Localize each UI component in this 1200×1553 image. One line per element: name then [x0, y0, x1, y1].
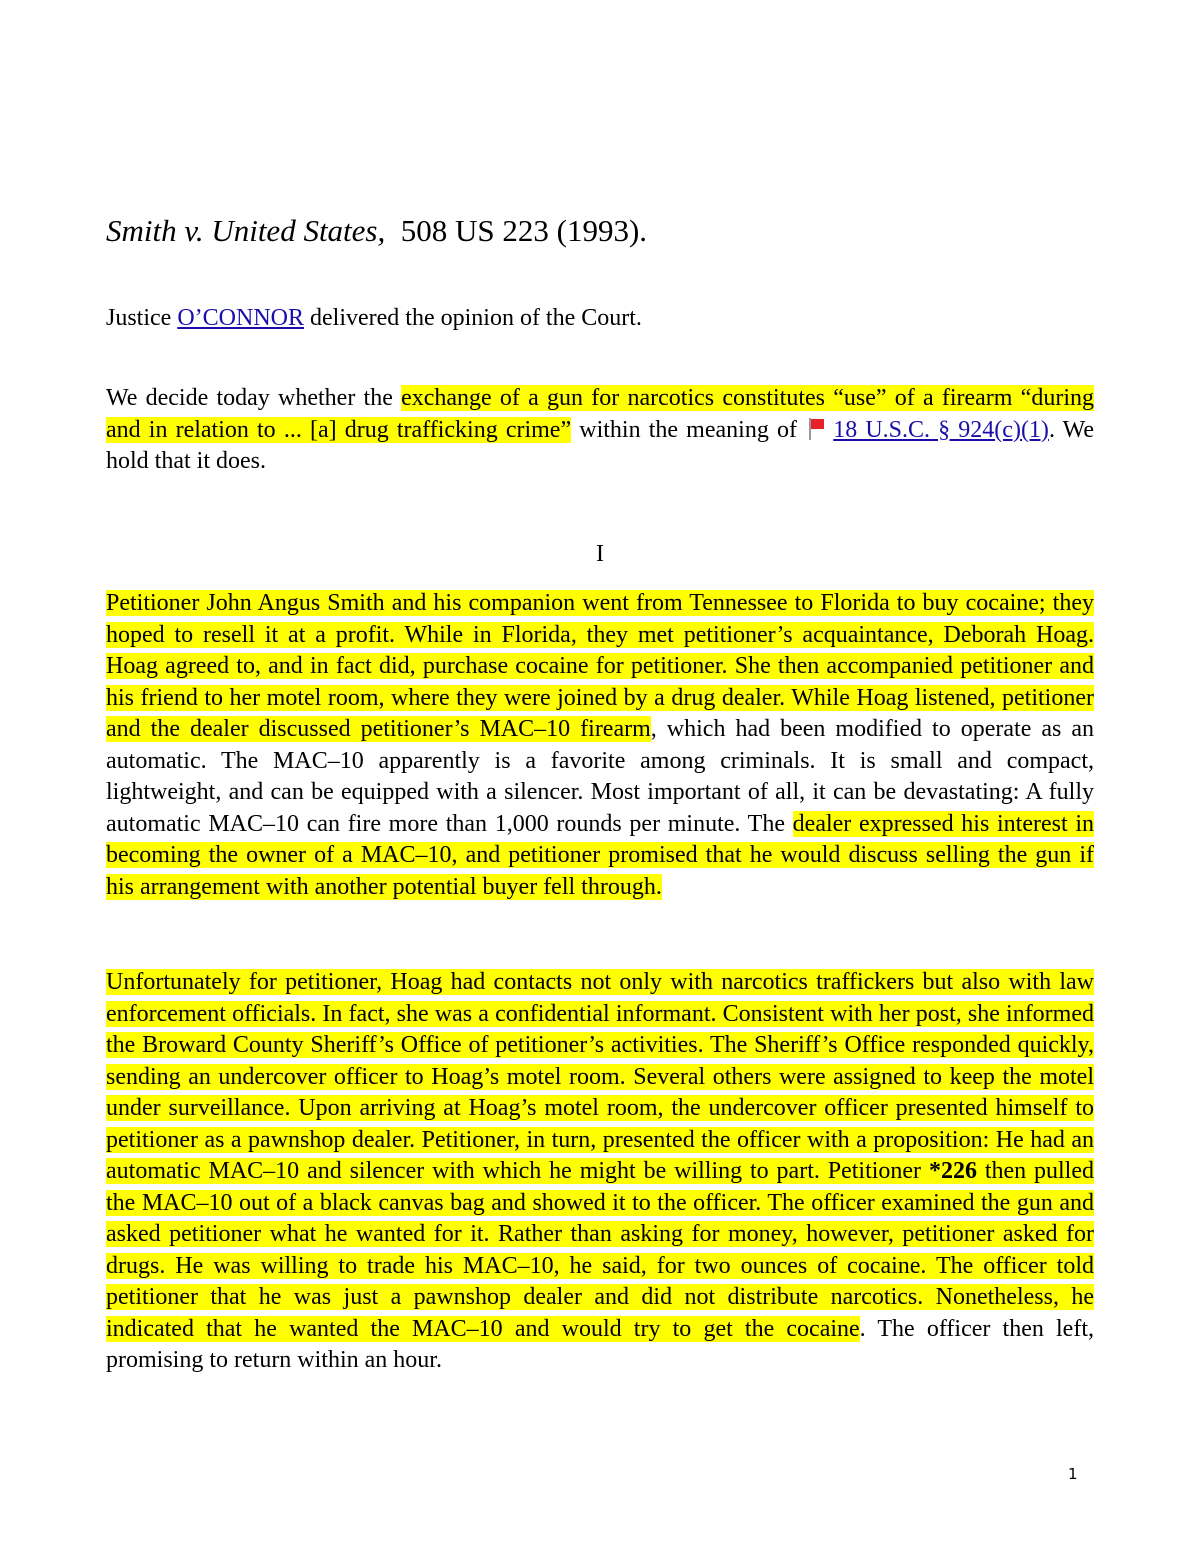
page-number: 1	[1068, 1465, 1078, 1483]
case-name: Smith v. United States,	[106, 213, 386, 248]
justice-link[interactable]: O’CONNOR	[177, 305, 304, 331]
opinion-intro	[106, 301, 642, 335]
p1-text-d: . We hold that it does.	[106, 416, 1095, 474]
p3-highlight-b: then pulled the MAC–10 out of a black canvas bag and showed it to the officer. The officer examined the gun and asked petitioner what he wanted for it. Rather than asking for money, however, petitioner asked for drugs. He was willing to trade his MAC–10, he said, for two ounces of cocaine. The officer told petitioner that he was just a pawnshop dealer and did not distribute narcotics. Nonetheless, he indicated that he wanted the MAC–10 and would try to get the cocaine	[106, 1158, 1095, 1342]
p2-highlight-a: Petitioner John Angus Smith and his companion went from Tennessee to Florida to buy cocaine; they hoped to resell it at a profit. While in Florida, they met petitioner’s acquaintance, Deborah Hoag. Hoag agreed to, and in fact did, purchase cocaine for petitioner. She then accompanied petitioner and his friend to her motel room, where they were joined by a drug dealer. While Hoag listened, petitioner and the dealer discussed petitioner’s MAC–10 firearm	[106, 590, 1094, 742]
paragraph-facts-2	[106, 967, 1094, 1377]
p3-highlight-a: Unfortunately for petitioner, Hoag had contacts not only with narcotics traffickers but also with law enforcement officials. In fact, she was a confidential informant. Consistent with her post, she informed the Broward County Sheriff’s Office of petitioner’s activities. The Sheriff’s Office responded quickly, sending an undercover officer to Hoag’s motel room. Several others were assigned to keep the motel under surveillance. Upon arriving at Hoag’s motel room, the undercover officer presented himself to petitioner as a pawnshop dealer. Petitioner, in turn, presented the officer with a proposition: He had an automatic MAC–10 and silencer with which he might be willing to part. Petitioner	[106, 969, 1094, 1184]
case-citation: 508 US 223 (1993).	[400, 213, 648, 248]
intro-suffix: delivered the opinion of the Court.	[304, 305, 642, 331]
p2-text-b: , which had been modified to operate as an automatic. The MAC–10 apparently is a favorite among criminals. It is small and compact, lightweight, and can be equipped with a silencer. Most important of all, it can be devastating: A fully automatic MAC–10 can fire more than 1,000 rounds per minute. The	[106, 716, 1095, 837]
paragraph-facts-1	[106, 588, 1094, 903]
section-heading: I	[596, 541, 604, 567]
p1-highlight: exchange of a gun for narcotics constitutes “use” of a firearm “during and in relation to ... [a] drug trafficking crime”	[106, 385, 1094, 443]
intro-prefix: Justice	[106, 305, 178, 331]
p2-highlight-c: dealer expressed his interest in becoming the owner of a MAC–10, and petitioner promised that he would discuss selling the gun if his arrangement with another potential buyer fell through.	[106, 810, 1095, 900]
p1-text-a: We decide today whether the	[106, 385, 402, 411]
red-flag-icon[interactable]	[807, 417, 825, 441]
case-title	[106, 209, 647, 253]
statute-link[interactable]: 18 U.S.C. § 924(c)(1)	[833, 416, 1049, 443]
paragraph-holding	[106, 383, 1094, 478]
star-page-marker: *226	[928, 1158, 977, 1184]
p3-text-c: . The officer then left, promising to return within an hour.	[106, 1315, 1094, 1373]
p1-text-c: within the meaning of	[571, 416, 806, 443]
